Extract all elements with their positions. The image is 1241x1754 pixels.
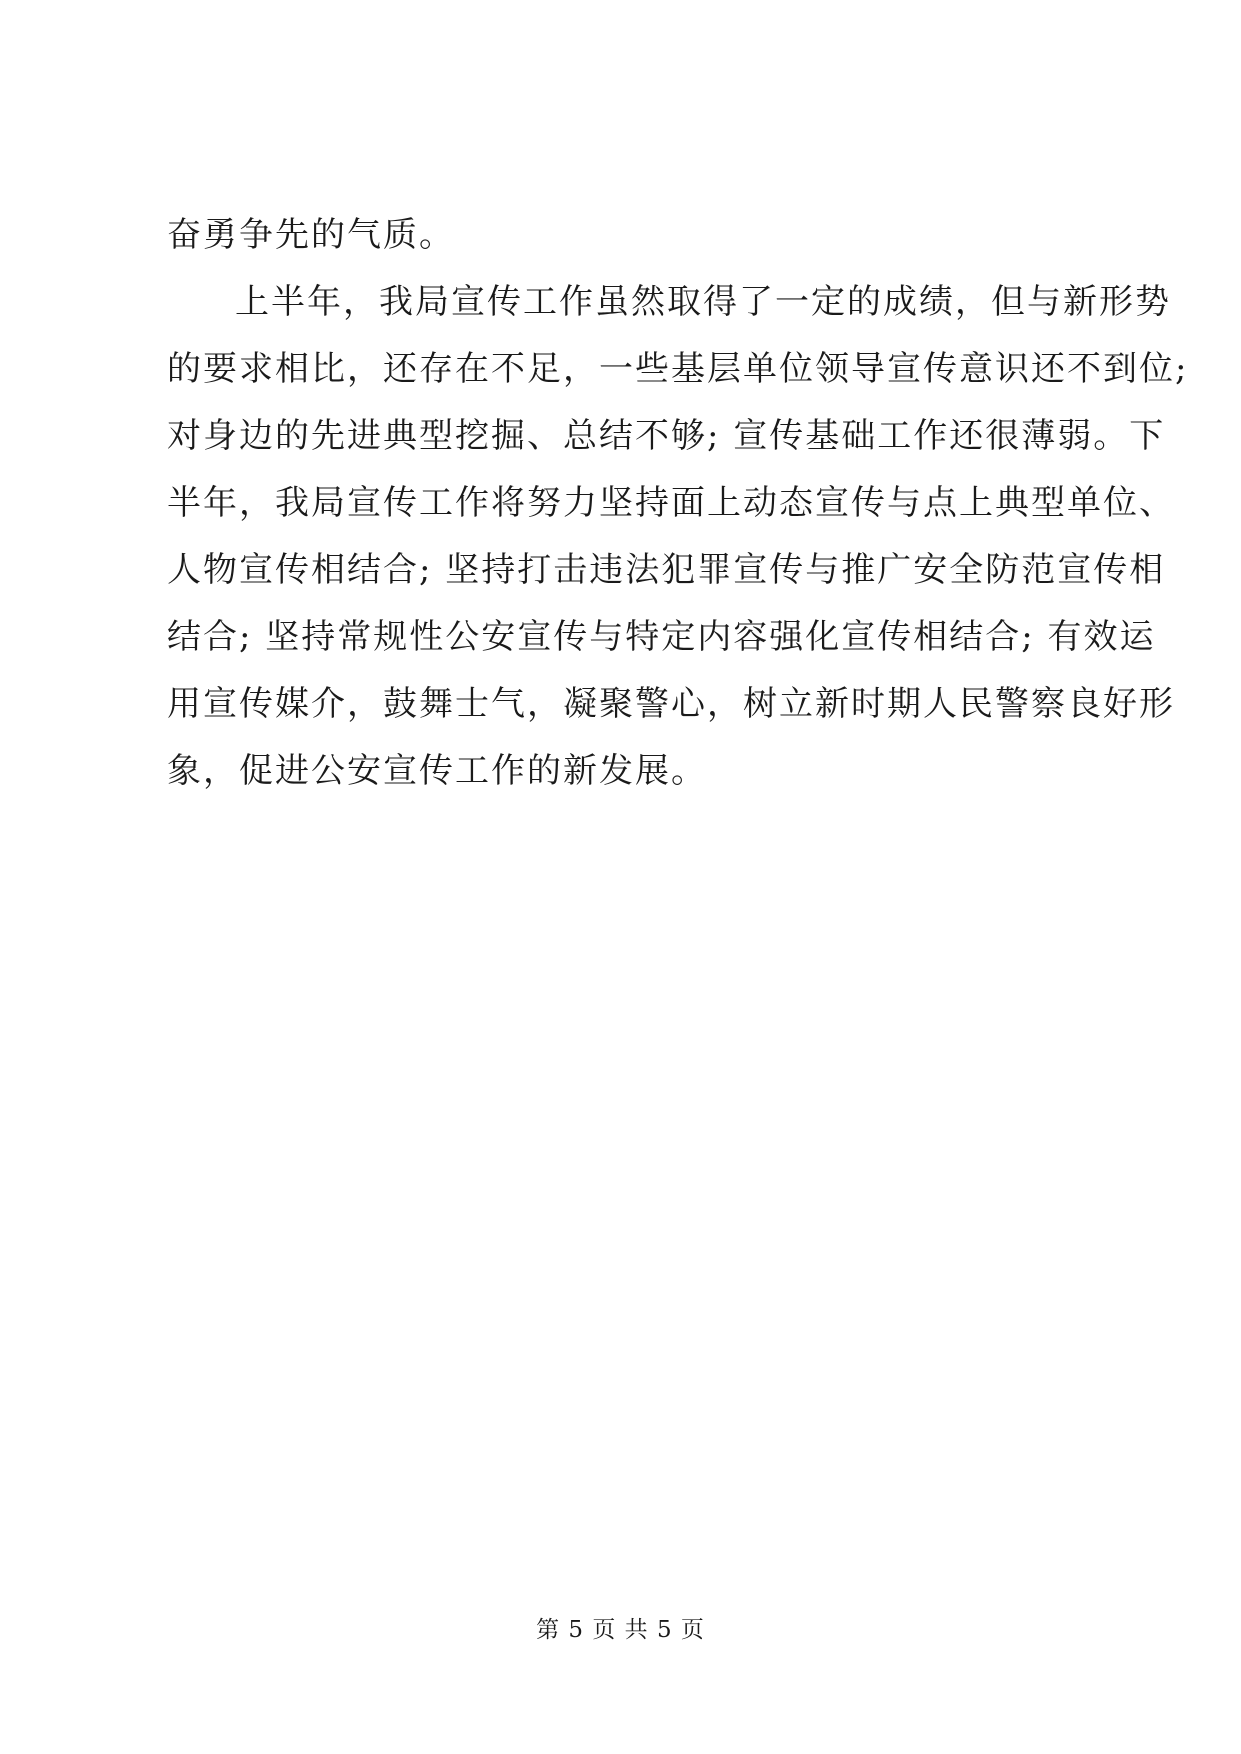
text-line: 用宣传媒介，鼓舞士气，凝聚警心，树立新时期人民警察良好形 bbox=[167, 684, 1175, 724]
text-line: 奋勇争先的气质。 bbox=[167, 215, 455, 255]
text-line: 对身边的先进典型挖掘、总结不够; 宣传基础工作还很薄弱。下 bbox=[167, 416, 1166, 456]
paragraph-first-line: 上半年，我局宣传工作虽然取得了一定的成绩，但与新形势 bbox=[235, 282, 1171, 322]
text-line: 半年，我局宣传工作将努力坚持面上动态宣传与点上典型单位、 bbox=[167, 483, 1175, 523]
text-line: 结合; 坚持常规性公安宣传与特定内容强化宣传相结合; 有效运 bbox=[167, 617, 1156, 657]
text-line: 象，促进公安宣传工作的新发展。 bbox=[167, 751, 707, 791]
page-number-footer: 第 5 页 共 5 页 bbox=[536, 1617, 705, 1643]
text-line: 的要求相比，还存在不足，一些基层单位领导宣传意识还不到位; bbox=[167, 349, 1189, 389]
text-line: 人物宣传相结合; 坚持打击违法犯罪宣传与推广安全防范宣传相 bbox=[167, 550, 1166, 590]
